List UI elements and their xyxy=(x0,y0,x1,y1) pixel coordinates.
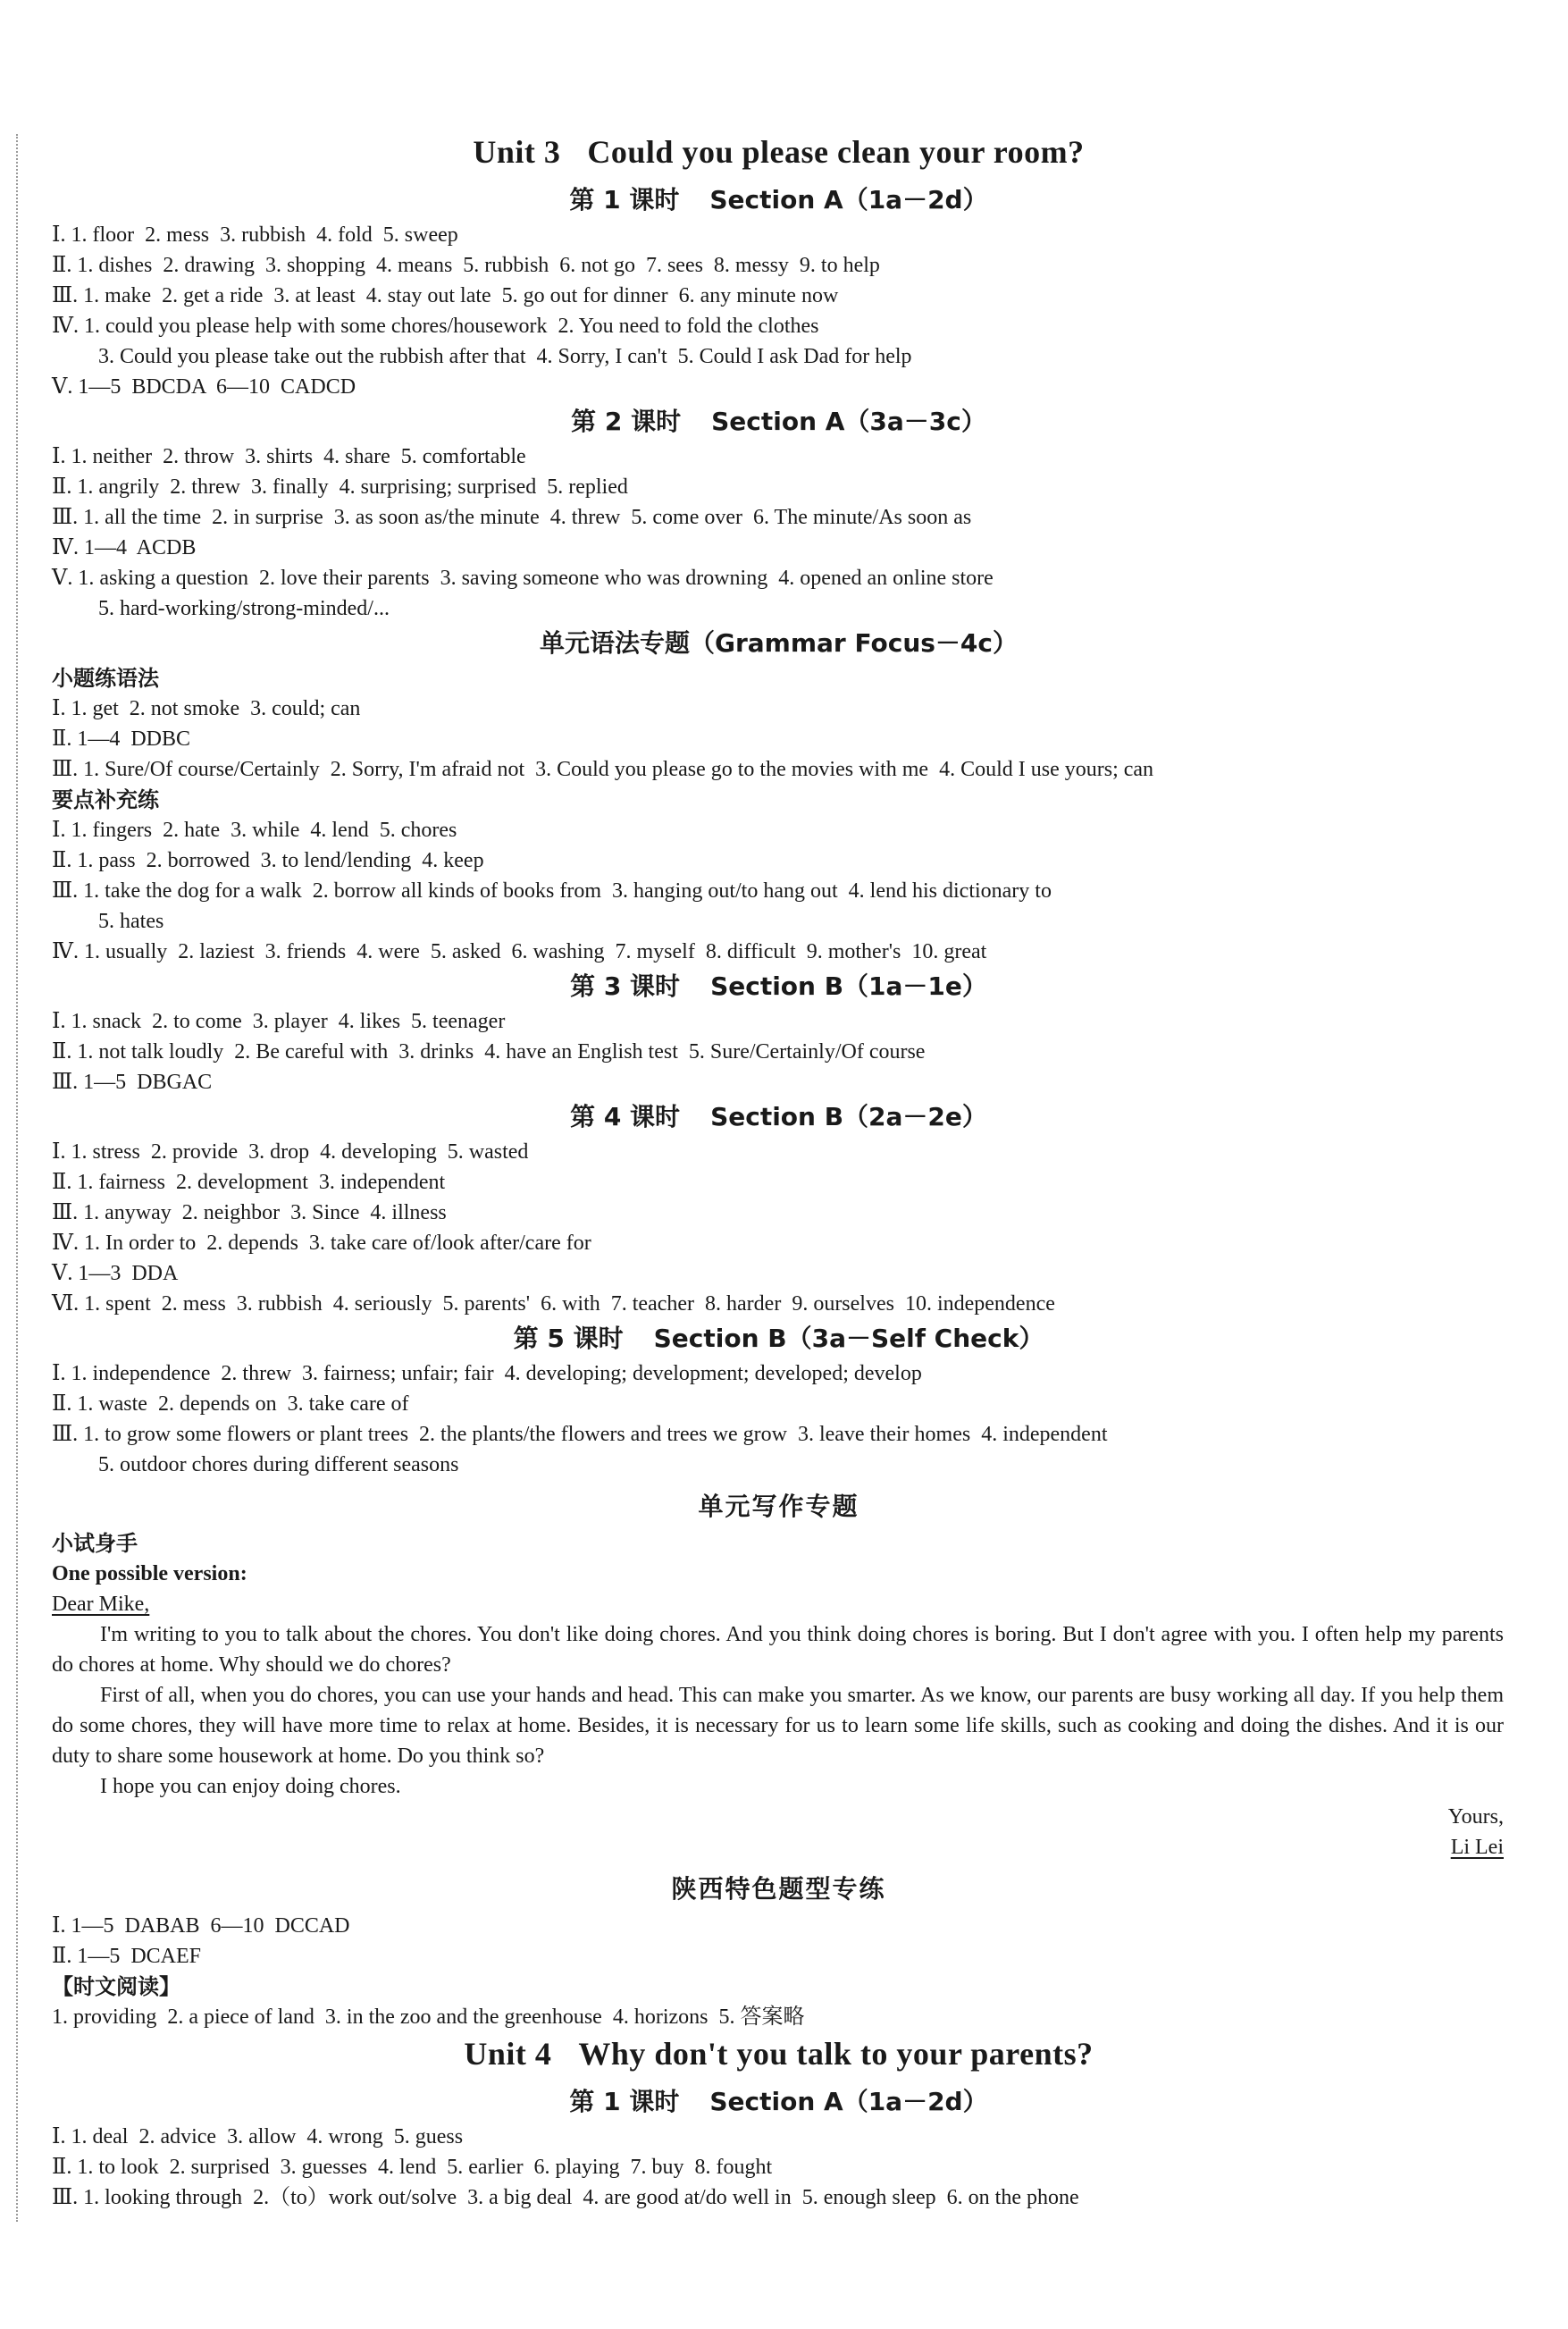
answer-line: Ⅰ. 1. neither 2. throw 3. shirts 4. share 5. comfortable xyxy=(52,445,526,468)
lesson-section: Section A（3a－3c） xyxy=(711,407,986,436)
writing-topic-heading: 单元写作专题 xyxy=(698,1492,859,1521)
unit4-lesson1-heading xyxy=(52,2084,1505,2120)
lesson-number: 第 4 课时 xyxy=(570,1102,681,1131)
signature: Li Lei xyxy=(1450,1836,1504,1859)
unit3-heading xyxy=(52,132,1505,172)
version-label: One possible version: xyxy=(52,1562,247,1585)
answer-line: Ⅱ. 1. dishes 2. drawing 3. shopping 4. means 5. rubbish 6. not go 7. sees 8. messy 9. to help xyxy=(52,254,880,277)
letter-greeting: Dear Mike, xyxy=(52,1593,150,1616)
unit4-title: Why don't you talk to your parents? xyxy=(578,2036,1094,2072)
answer-line: Ⅰ. 1. floor 2. mess 3. rubbish 4. fold 5. sweep xyxy=(52,223,458,247)
answer-line: Ⅴ. 1. asking a question 2. love their parents 3. saving someone who was drowning 4. opened an online store xyxy=(52,567,994,590)
lesson-number: 第 1 课时 xyxy=(569,2087,680,2116)
lesson-number: 第 2 课时 xyxy=(571,407,682,436)
answer-line: Ⅰ. 1. stress 2. provide 3. drop 4. developing 5. wasted xyxy=(52,1140,529,1164)
grammar-part2-label: 要点补充练 xyxy=(52,787,159,812)
lesson-number: 第 5 课时 xyxy=(513,1324,624,1353)
answer-line: Ⅲ. 1. take the dog for a walk 2. borrow all kinds of books from 3. hanging out/to hang out 4. lend his dictionary to xyxy=(52,879,1052,903)
answer-line: Ⅲ. 1—5 DBGAC xyxy=(52,1071,213,1094)
lesson-number: 第 3 课时 xyxy=(570,971,681,1001)
lesson-section: Section A（1a－2d） xyxy=(709,2087,988,2116)
unit4-heading xyxy=(52,2034,1505,2073)
answer-line: Ⅰ. 1. snack 2. to come 3. player 4. likes 5. teenager xyxy=(52,1010,506,1033)
answer-line-continued: 5. hard-working/strong-minded/... xyxy=(98,597,390,620)
lesson-section: Section B（3a－Self Check） xyxy=(653,1324,1044,1353)
answer-line: Ⅱ. 1. angrily 2. threw 3. finally 4. surprising; surprised 5. replied xyxy=(52,475,628,499)
answer-line: Ⅳ. 1. In order to 2. depends 3. take care of/look after/care for xyxy=(52,1232,591,1255)
letter-closing xyxy=(52,1802,1505,1862)
answer-line: Ⅱ. 1. pass 2. borrowed 3. to lend/lending 4. keep xyxy=(52,849,484,872)
answer-line: Ⅳ. 1—4 ACDB xyxy=(52,536,197,559)
answer-line: Ⅴ. 1—5 BDCDA 6—10 CADCD xyxy=(52,375,356,399)
sample-letter xyxy=(52,1559,1505,1862)
answer-line: Ⅰ. 1. independence 2. threw 3. fairness; unfair; fair 4. developing; development; developed; develop xyxy=(52,1362,922,1385)
unit3-lesson5-heading xyxy=(52,1321,1505,1357)
answer-line-continued: 5. hates xyxy=(98,910,164,933)
answer-line: Ⅲ. 1. all the time 2. in surprise 3. as soon as/the minute 4. threw 5. come over 6. The minute/As soon as xyxy=(52,506,972,529)
answer-line-continued: 3. Could you please take out the rubbish after that 4. Sorry, I can't 5. Could I ask Dad for help xyxy=(98,345,912,368)
unit4-number: Unit 4 xyxy=(464,2036,552,2072)
unit3-lesson4-heading xyxy=(52,1099,1505,1135)
answer-line: Ⅰ. 1. fingers 2. hate 3. while 4. lend 5. chores xyxy=(52,819,457,842)
answer-line: Ⅲ. 1. looking through 2.（to）work out/solve 3. a big deal 4. are good at/do well in 5. enough sleep 6. on the phone xyxy=(52,2186,1079,2209)
answer-line: Ⅵ. 1. spent 2. mess 3. rubbish 4. seriously 5. parents' 6. with 7. teacher 8. harder 9. ourselves 10. independence xyxy=(52,1292,1055,1316)
answer-line: Ⅱ. 1. to look 2. surprised 3. guesses 4. lend 5. earlier 6. playing 7. buy 8. fought xyxy=(52,2156,773,2179)
answer-line: Ⅳ. 1. could you please help with some chores/housework 2. You need to fold the clothes xyxy=(52,315,819,338)
answer-line: Ⅰ. 1—5 DABAB 6—10 DCCAD xyxy=(52,1914,350,1938)
unit3-title: Could you please clean your room? xyxy=(587,134,1085,170)
unit3-lesson1-heading xyxy=(52,182,1505,218)
answer-line: Ⅱ. 1. fairness 2. development 3. independent xyxy=(52,1171,446,1194)
answer-line: 1. providing 2. a piece of land 3. in the zoo and the greenhouse 4. horizons 5. 答案略 xyxy=(52,2005,805,2029)
shaanxi-topic-heading: 陕西特色题型专练 xyxy=(671,1874,886,1904)
lesson-section: Section A（1a－2d） xyxy=(709,185,988,214)
writing-practice-label: 小试身手 xyxy=(52,1531,138,1556)
answer-line: Ⅲ. 1. make 2. get a ride 3. at least 4. stay out late 5. go out for dinner 6. any minute now xyxy=(52,284,839,307)
lesson-section: Section B（2a－2e） xyxy=(710,1102,987,1131)
answer-line: Ⅱ. 1—4 DDBC xyxy=(52,727,190,751)
unit3-number: Unit 3 xyxy=(473,134,561,170)
unit3-lesson2-heading xyxy=(52,404,1505,440)
lesson-number: 第 1 课时 xyxy=(569,185,680,214)
lesson-section: Section B（1a－1e） xyxy=(710,971,987,1001)
answer-line: Ⅱ. 1—5 DCAEF xyxy=(52,1945,201,1968)
answer-line: Ⅰ. 1. deal 2. advice 3. allow 4. wrong 5. guess xyxy=(52,2125,464,2148)
answer-line: Ⅴ. 1—3 DDA xyxy=(52,1262,179,1285)
answer-line-continued: 5. outdoor chores during different seasons xyxy=(98,1453,459,1476)
grammar-title: 单元语法专题 xyxy=(539,628,690,658)
grammar-title-en: （Grammar Focus－4c） xyxy=(690,628,1018,658)
letter-paragraph: First of all, when you do chores, you can use your hands and head. This can make you smarter. As we know, our parents are busy working all day. If you help them do some chores, they will have more time to relax at home. Besides, it is necessary for us to learn some life skills, such as cooking and doing the dishes. And it is our duty to share some housework at home. Do you think so? xyxy=(52,1684,1504,1768)
reading-label: 【时文阅读】 xyxy=(52,1974,180,1999)
answer-line: Ⅳ. 1. usually 2. laziest 3. friends 4. were 5. asked 6. washing 7. myself 8. difficult 9. mother's 10. great xyxy=(52,940,987,963)
letter-paragraph: I hope you can enjoy doing chores. xyxy=(100,1775,401,1798)
letter-paragraph: I'm writing to you to talk about the chores. You don't like doing chores. And you think doing chores is boring. But I don't agree with you. I often help my parents do chores at home. Why should we do chores? xyxy=(52,1623,1504,1677)
answer-line: Ⅲ. 1. anyway 2. neighbor 3. Since 4. illness xyxy=(52,1201,447,1224)
answer-line: Ⅱ. 1. waste 2. depends on 3. take care of xyxy=(52,1392,409,1416)
closing-word: Yours, xyxy=(1447,1805,1504,1829)
grammar-part1-label: 小题练语法 xyxy=(52,666,159,691)
answer-line: Ⅱ. 1. not talk loudly 2. Be careful with 3. drinks 4. have an English test 5. Sure/Certainly/Of course xyxy=(52,1040,926,1064)
answer-line: Ⅰ. 1. get 2. not smoke 3. could; can xyxy=(52,697,361,720)
unit3-lesson3-heading xyxy=(52,969,1505,1005)
unit3-grammar-heading xyxy=(52,626,1505,661)
answer-line: Ⅲ. 1. to grow some flowers or plant trees 2. the plants/the flowers and trees we grow 3. leave their homes 4. independent xyxy=(52,1423,1108,1446)
answer-line: Ⅲ. 1. Sure/Of course/Certainly 2. Sorry, I'm afraid not 3. Could you please go to the movies with me 4. Could I use yours; can xyxy=(52,758,1154,781)
